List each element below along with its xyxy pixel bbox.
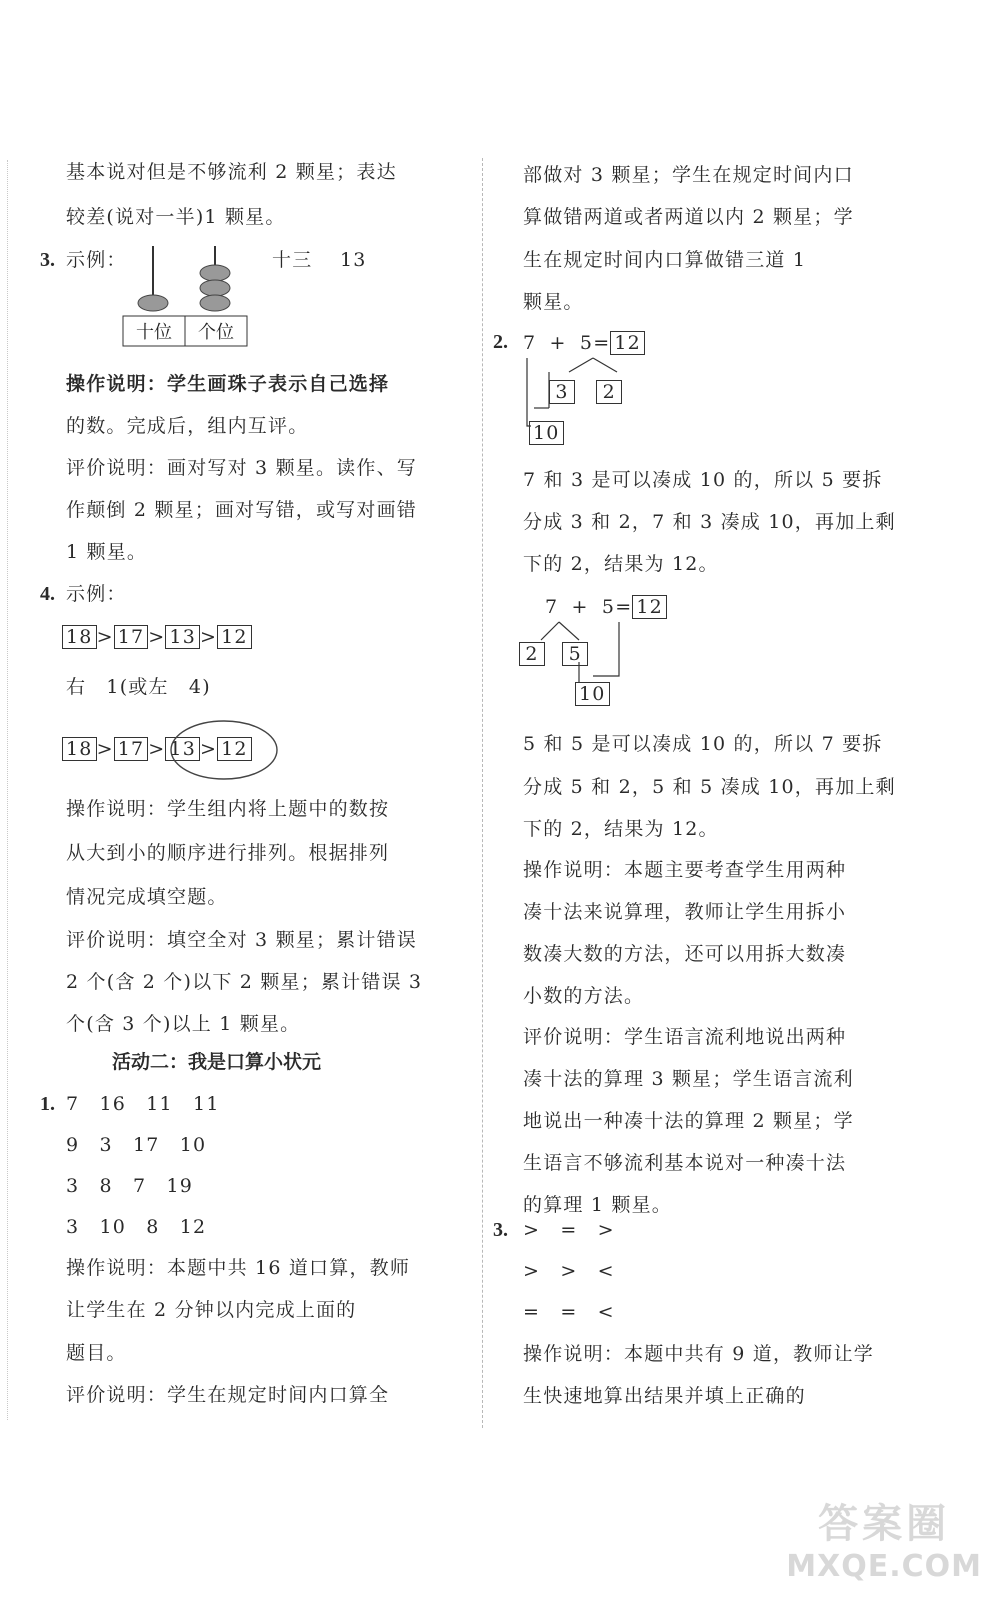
split-box: 3 (549, 380, 575, 404)
equation (545, 595, 667, 619)
number-box: 12 (217, 737, 252, 761)
text-line: 小数的方法。 (523, 985, 645, 1007)
number-box: 18 (62, 737, 97, 761)
comparison-row: = = < (523, 1301, 615, 1323)
number-box: 12 (217, 625, 252, 649)
addend-b: 5 (601, 596, 616, 618)
answer-row: 3 10 8 12 (66, 1216, 207, 1238)
ordering-row (62, 625, 252, 649)
text-line: 下的 2，结果为 12。 (523, 553, 719, 575)
text-line: 分成 5 和 2，5 和 5 凑成 10，再加上剩 (523, 776, 896, 798)
question-number: 1. (40, 1093, 55, 1115)
sum-part (529, 421, 564, 445)
text-line: 的算理 1 颗星。 (523, 1194, 672, 1216)
ten-box: 10 (529, 421, 564, 445)
evaluation-note: 评价说明：填空全对 3 颗星；累计错误 (66, 929, 417, 951)
abacus-diagram (120, 238, 250, 348)
tens-label: 十位 (136, 322, 172, 343)
circle-highlight (168, 718, 280, 782)
explanation: 5 和 5 是可以凑成 10 的，所以 7 要拆 (523, 733, 883, 755)
ones-label: 个位 (198, 322, 234, 343)
addend-a: 7 (523, 332, 537, 354)
answer-row: 9 3 17 10 (66, 1134, 207, 1156)
text-line: 作颠倒 2 颗星；画对写错，或写对画错 (66, 499, 417, 521)
text-line: 题目。 (66, 1342, 127, 1364)
page-edge-line (7, 160, 8, 1420)
evaluation-note: 评价说明：学生语言流利地说出两种 (523, 1026, 847, 1048)
result-box: 12 (610, 331, 645, 355)
greater-than: > (199, 626, 218, 648)
number-in-digits: 13 (340, 249, 367, 271)
text-line: 1 颗星。 (66, 541, 148, 563)
tens-bead (138, 295, 168, 311)
question-number: 4. (40, 583, 55, 605)
equals-sign: = (593, 332, 611, 354)
number-box: 18 (62, 625, 97, 649)
split-parts (519, 642, 588, 666)
text-line: 下的 2，结果为 12。 (523, 818, 719, 840)
evaluation-note: 评价说明：画对写对 3 颗星。读作、写 (66, 457, 417, 479)
split-box: 2 (519, 642, 545, 666)
comparison-row: > > < (523, 1260, 615, 1282)
comparison-row: > = > (523, 1219, 615, 1241)
note-text: 操作说明：学生画珠子表示自己选择 (66, 373, 390, 395)
addend-b: 5 (579, 332, 594, 354)
evaluation-note: 评价说明：学生在规定时间内口算全 (66, 1384, 390, 1406)
operation-note (66, 372, 389, 396)
question-number: 2. (493, 331, 508, 353)
text-line: 颗星。 (523, 291, 584, 313)
text-line: 地说出一种凑十法的算理 2 颗星；学 (523, 1110, 854, 1132)
greater-than: > (148, 626, 166, 648)
watermark-url: MXQE.COM (786, 1549, 982, 1584)
text-line: 凑十法来说算理，教师让学生用拆小 (523, 901, 847, 923)
text-line: 数凑大数的方法，还可以用拆大数凑 (523, 943, 847, 965)
addend-a: 7 (545, 596, 559, 618)
ones-bead (200, 280, 230, 296)
greater-than: > (96, 738, 114, 760)
text-line: 生快速地算出结果并填上正确的 (523, 1385, 806, 1407)
text-line: 2 个(含 2 个)以下 2 颗星；累计错误 3 (66, 971, 423, 993)
text-line: 基本说对但是不够流利 2 颗星；表达 (66, 161, 397, 183)
result-box: 12 (632, 595, 667, 619)
question-number: 3. (493, 1219, 508, 1241)
number-in-words: 十三 (272, 249, 313, 271)
answer-row: 7 16 11 11 (66, 1093, 220, 1115)
greater-than: > (148, 738, 166, 760)
equals-sign: = (615, 596, 633, 618)
operation-note: 操作说明：学生组内将上题中的数按 (66, 798, 390, 820)
text-line: 算做错两道或者两道以内 2 颗星；学 (523, 206, 854, 228)
text-line: 生语言不够流利基本说对一种凑十法 (523, 1152, 847, 1174)
ones-bead (200, 265, 230, 281)
text-line: 让学生在 2 分钟以内完成上面的 (66, 1299, 357, 1321)
explanation: 7 和 3 是可以凑成 10 的，所以 5 要拆 (523, 469, 883, 491)
question-number: 3. (40, 249, 55, 271)
ones-bead (200, 295, 230, 311)
split-box: 2 (596, 380, 622, 404)
operation-note: 操作说明：本题中共有 9 道，教师让学 (523, 1343, 874, 1365)
section-title: 活动二：我是口算小状元 (112, 1051, 322, 1073)
sum-part (575, 682, 610, 706)
equation (523, 331, 645, 355)
text-line: 的数。完成后，组内互评。 (66, 415, 309, 437)
example-label: 示例： (66, 583, 127, 605)
split-box: 5 (562, 642, 588, 666)
split-parts (549, 380, 622, 404)
number-box: 13 (165, 737, 200, 761)
text-line: 较差(说对一半)1 颗星。 (66, 206, 286, 228)
plus-sign: + (571, 596, 589, 618)
text-line: 个(含 3 个)以上 1 颗星。 (66, 1013, 301, 1035)
text-line: 情况完成填空题。 (66, 886, 228, 908)
fill-blank-answer: 右 1(或左 4) (66, 676, 211, 698)
text-line: 从大到小的顺序进行排列。根据排列 (66, 842, 390, 864)
plus-sign: + (549, 332, 567, 354)
column-divider (482, 158, 483, 1428)
operation-note: 操作说明：本题主要考查学生用两种 (523, 859, 847, 881)
greater-than: > (96, 626, 114, 648)
number-box: 17 (114, 625, 149, 649)
greater-than: > (199, 738, 218, 760)
number-box: 17 (114, 737, 149, 761)
watermark (786, 1492, 982, 1584)
text-line: 生在规定时间内口算做错三道 1 (523, 249, 807, 271)
text-line: 部做对 3 颗星；学生在规定时间内口 (523, 164, 854, 186)
number-box: 13 (165, 625, 200, 649)
answer-row: 3 8 7 19 (66, 1175, 194, 1197)
example-label: 示例： (66, 249, 127, 271)
watermark-logo: 答案圈 (818, 1501, 951, 1547)
operation-note: 操作说明：本题中共 16 道口算，教师 (66, 1257, 411, 1279)
text-line: 分成 3 和 2，7 和 3 凑成 10，再加上剩 (523, 511, 896, 533)
text-line: 凑十法的算理 3 颗星；学生语言流利 (523, 1068, 854, 1090)
ten-box: 10 (575, 682, 610, 706)
